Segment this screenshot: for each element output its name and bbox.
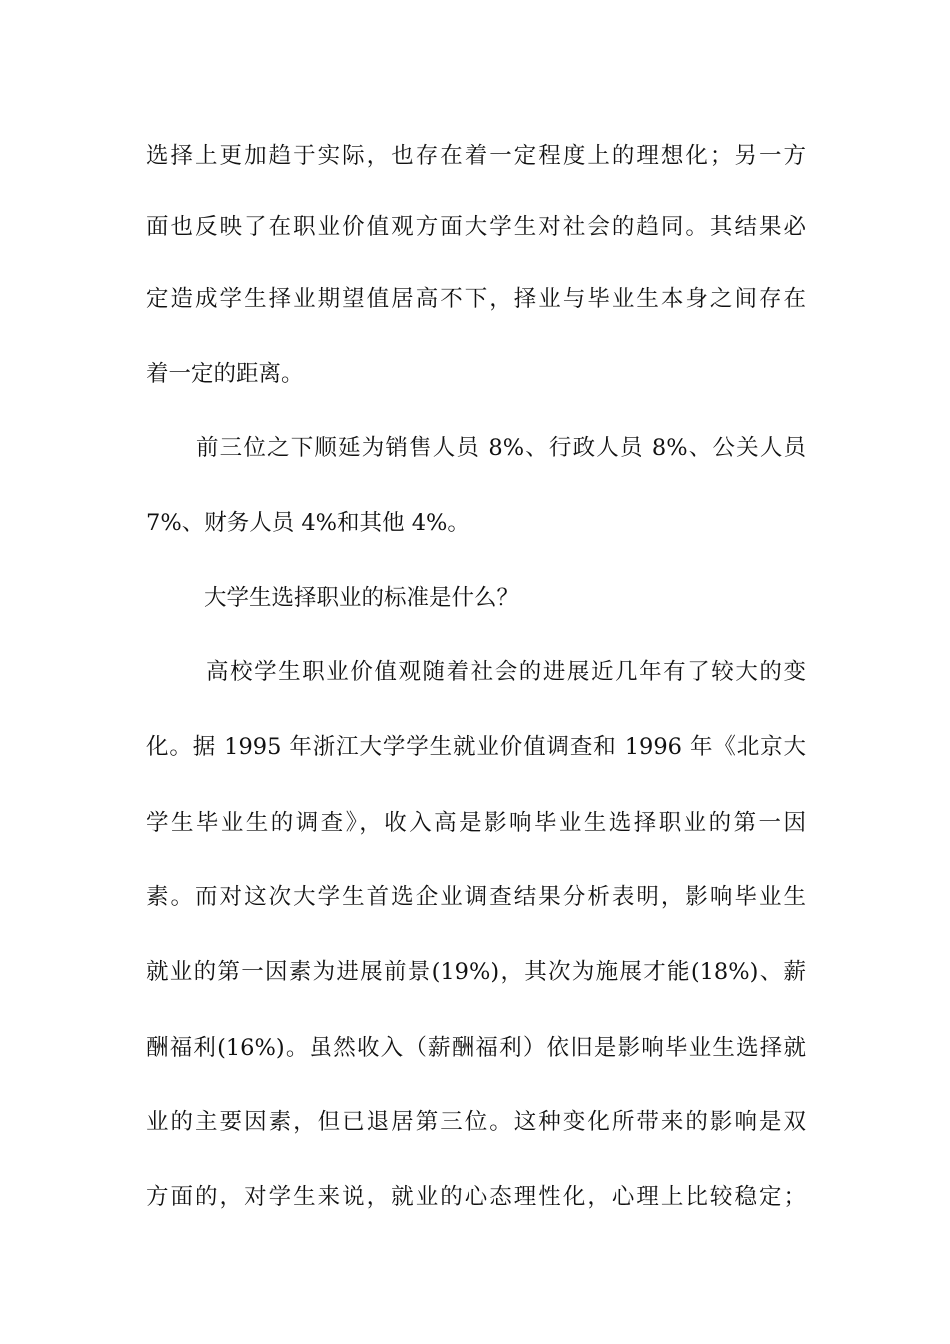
paragraph-3-line-7: 业的主要因素，但已退居第三位。这种变化所带来的影响是双 [146, 1109, 806, 1135]
paragraph-3-line-4: 素。而对这次大学生首选企业调查结果分析表明，影响毕业生 [146, 884, 806, 910]
section-heading: 大学生选择职业的标准是什么？ [204, 585, 520, 611]
paragraph-3-line-1: 高校学生职业价值观随着社会的进展近几年有了较大的变 [206, 659, 806, 685]
paragraph-3-line-5: 就业的第一因素为进展前景(19%)，其次为施展才能(18%)、薪 [146, 959, 806, 985]
paragraph-2-line-2: 7%、财务人员 4%和其他 4%。 [146, 510, 470, 536]
paragraph-1-line-4: 着一定的距离。 [146, 361, 304, 387]
paragraph-3-line-8: 方面的，对学生来说，就业的心态理性化，心理上比较稳定； [146, 1184, 806, 1210]
paragraph-3-line-3: 学生毕业生的调查》，收入高是影响毕业生选择职业的第一因 [146, 810, 806, 836]
paragraph-1-line-3: 定造成学生择业期望值居高不下，择业与毕业生本身之间存在 [146, 286, 806, 312]
paragraph-2-line-1: 前三位之下顺延为销售人员 8%、行政人员 8%、公关人员 [196, 435, 806, 461]
paragraph-1-line-2: 面也反映了在职业价值观方面大学生对社会的趋同。其结果必 [146, 214, 806, 240]
paragraph-3-line-6: 酬福利(16%)。虽然收入（薪酬福利）依旧是影响毕业生选择就 [146, 1035, 806, 1061]
paragraph-1-line-1: 选择上更加趋于实际，也存在着一定程度上的理想化；另一方 [146, 143, 806, 169]
paragraph-3-line-2: 化。据 1995 年浙江大学学生就业价值调查和 1996 年《北京大 [146, 734, 806, 760]
